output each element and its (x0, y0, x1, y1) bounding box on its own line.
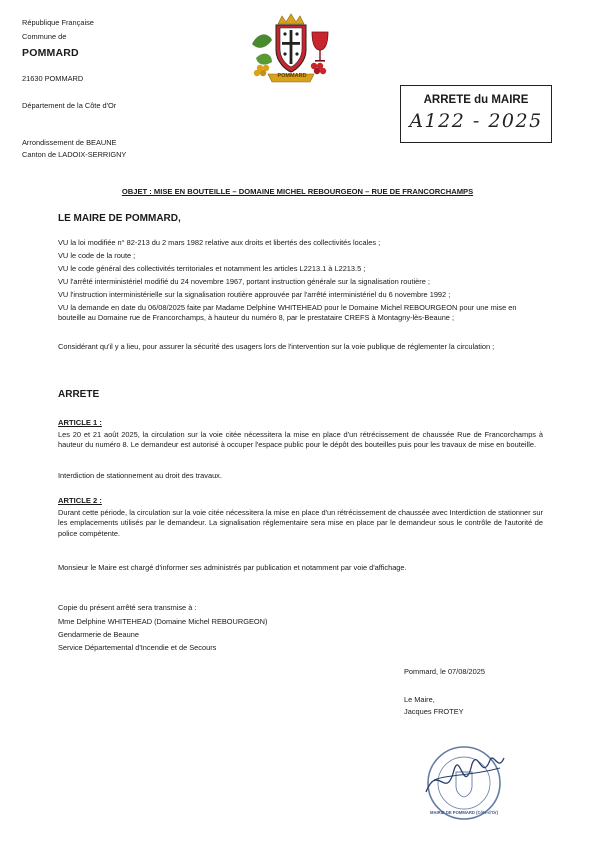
article1-heading: ARTICLE 1 : (58, 418, 102, 427)
commune-logo (246, 10, 336, 88)
arrondissement-label: Arrondissement de BEAUNE (22, 138, 117, 147)
objet-line: OBJET : MISE EN BOUTEILLE – DOMAINE MICHEL REBOURGEON – RUE DE FRANCORCHAMPS (121, 187, 474, 196)
copie-intro: Copie du présent arrêté sera transmise à : (58, 603, 197, 612)
arrete-box-title: ARRETE du MAIRE (423, 94, 529, 106)
maire-title: LE MAIRE DE POMMARD, (58, 213, 181, 224)
closing-text: Monsieur le Maire est chargé d'informer ses administrés par publication et notamment par voie d'affichage. (58, 563, 407, 572)
copie-recipient: Service Départemental d'Incendie et de Secours (58, 643, 217, 652)
copie-recipient: Gendarmerie de Beaune (58, 630, 139, 639)
signature-role: Le Maire, (404, 695, 435, 704)
canton-label: Canton de LADOIX-SERRIGNY (22, 150, 127, 159)
place-date: Pommard, le 07/08/2025 (404, 667, 485, 676)
arrete-heading: ARRETE (58, 389, 100, 400)
signature-name: Jacques FROTEY (404, 707, 464, 716)
article2-heading: ARTICLE 2 : (58, 496, 102, 505)
arrete-number: A122 - 2025 (409, 110, 543, 132)
postal-address: 21630 POMMARD (22, 74, 84, 83)
article1-text: Les 20 et 21 août 2025, la circulation sur la voie citée nécessitera la mise en place d'un rétrécissement de chaussée Rue de Francorchamps à hauteur du numéro 8. Le demandeur est autorisé à occuper l'espace public pour le dépôt des bouteilles puis pour les travaux de mise en bouteille. (58, 430, 543, 450)
logo-ribbon-text: POMMARD (277, 73, 307, 79)
vu-item: VU la loi modifiée n° 82-213 du 2 mars 1982 relative aux droits et libertés des collectivités locales ; (58, 238, 381, 247)
stamp-text: MAIRIE DE POMMARD (Côte-d'Or) (430, 810, 498, 815)
article2-text: Durant cette période, la circulation sur la voie citée nécessitera la mise en place d'un rétrécissement de chaussée avec Interdiction de stationner sur les emplacements utilisés par le demandeur. La signalisation réglementaire sera mise en place par le demandeur sous le contrôle de l'autorité de police compétente. (58, 508, 543, 538)
departement-label: Département de la Côte d'Or (22, 101, 117, 110)
copie-recipient: Mme Delphine WHITEHEAD (Domaine Michel REBOURGEON) (58, 617, 268, 626)
considerant-item: Considérant qu'il y a lieu, pour assurer la sécurité des usagers lors de l'intervention sur la voie publique de réglementer la circulation ; (58, 342, 495, 351)
commune-name: POMMARD (22, 47, 79, 59)
vu-item: VU la demande en date du 06/08/2025 faite par Madame Delphine WHITEHEAD pour le Domaine Michel REBOURGEON pour une mise en bouteille au Domaine rue de Francorchamps, à hauteur du numéro 8, par le prestataire CREFS à Montagny-lès-Beaune ; (58, 303, 517, 323)
article1-text2: Interdiction de stationnement au droit des travaux. (58, 471, 222, 480)
commune-de-label: Commune de (22, 32, 67, 41)
republique-label: République Française (22, 18, 94, 27)
vu-item: VU l'instruction interministérielle sur la signalisation routière approuvée par l'arrêté interministériel du 6 novembre 1992 ; (58, 290, 451, 299)
vu-item: VU le code général des collectivités territoriales et notamment les articles L2213.1 à L2213.5 ; (58, 264, 366, 273)
vu-item: VU l'arrêté interministériel modifié du 24 novembre 1967, portant instruction générale sur la signalisation routière ; (58, 277, 430, 286)
arrete-box (400, 85, 552, 143)
mairie-stamp (420, 742, 508, 824)
vu-item: VU le code de la route ; (58, 251, 136, 260)
